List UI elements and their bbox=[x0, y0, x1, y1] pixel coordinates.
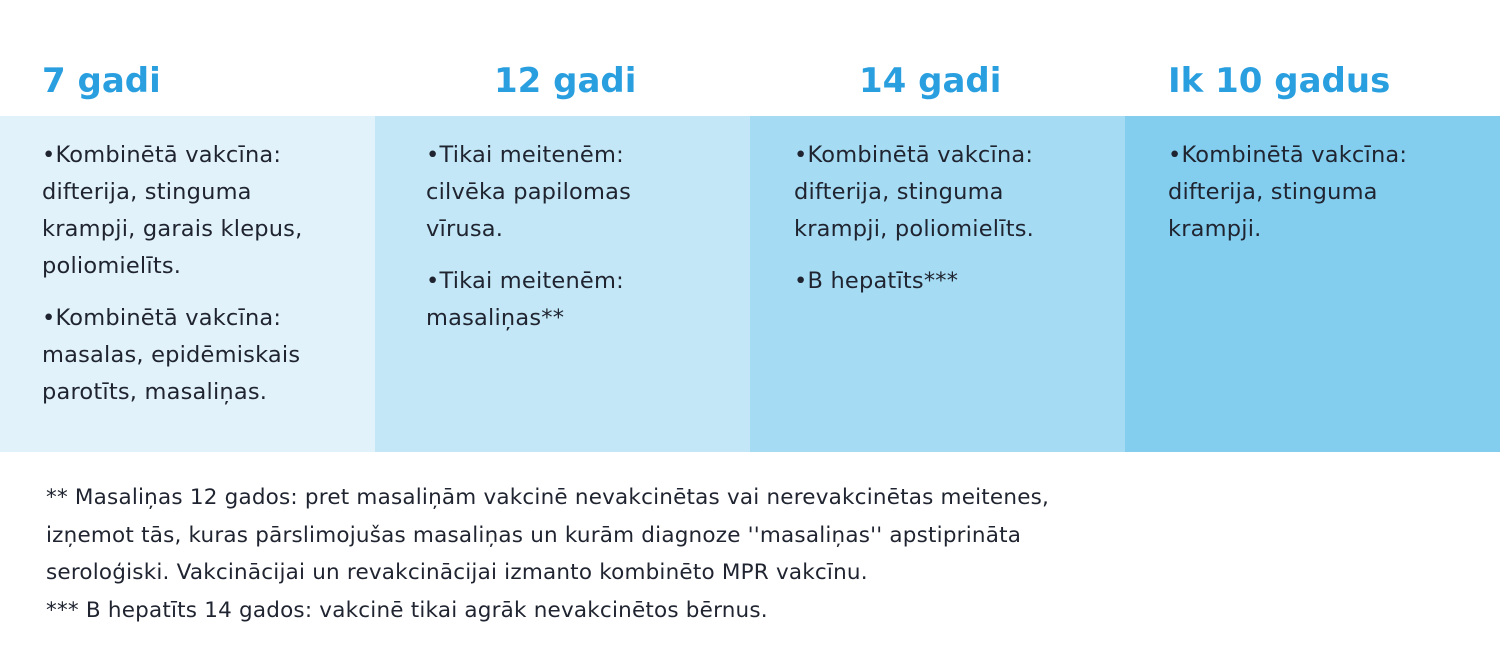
age-header-row bbox=[0, 56, 1500, 106]
schedule-column-14 bbox=[750, 116, 1125, 452]
age-heading-14: 14 gadi bbox=[859, 61, 1002, 101]
vaccine-item: •Tikai meitenēm: masaliņas** bbox=[426, 268, 624, 331]
vaccination-schedule-grid bbox=[0, 116, 1500, 452]
vaccine-item: •Tikai meitenēm: cilvēka papilomas vīrusa. bbox=[426, 142, 632, 242]
age-heading-every-10: Ik 10 gadus bbox=[1168, 61, 1391, 101]
footnote-rubella: ** Masaliņas 12 gados: pret masaliņām vakcinē nevakcinētas vai nerevakcinētas meitenes, izņemot tās, kuras pārslimojušas masaliņas un kurām diagnoze ''masaliņas'' apstiprināta seroloģiski. Vakcinācijai un revakcinācijai izmanto kombinēto MPR vakcīnu. bbox=[46, 485, 1050, 585]
vaccine-item: •Kombinētā vakcīna: difterija, stinguma krampji, garais klepus, poliomielīts. bbox=[42, 142, 303, 279]
footnotes bbox=[46, 479, 1346, 629]
footnote-hepatitis-b: *** B hepatīts 14 gados: vakcinē tikai agrāk nevakcinētos bērnus. bbox=[46, 597, 768, 623]
vaccine-item: •Kombinētā vakcīna: difterija, stinguma krampji. bbox=[1168, 142, 1408, 242]
age-heading-7: 7 gadi bbox=[42, 61, 161, 101]
vaccine-item: •B hepatīts*** bbox=[794, 268, 959, 294]
age-heading-12: 12 gadi bbox=[494, 61, 637, 101]
vaccine-item: •Kombinētā vakcīna: difterija, stinguma krampji, poliomielīts. bbox=[794, 142, 1035, 242]
schedule-column-every-10 bbox=[1125, 116, 1500, 452]
schedule-column-7 bbox=[0, 116, 375, 452]
schedule-column-12 bbox=[375, 116, 750, 452]
vaccine-item: •Kombinētā vakcīna: masalas, epidēmiskais parotīts, masaliņas. bbox=[42, 305, 301, 405]
